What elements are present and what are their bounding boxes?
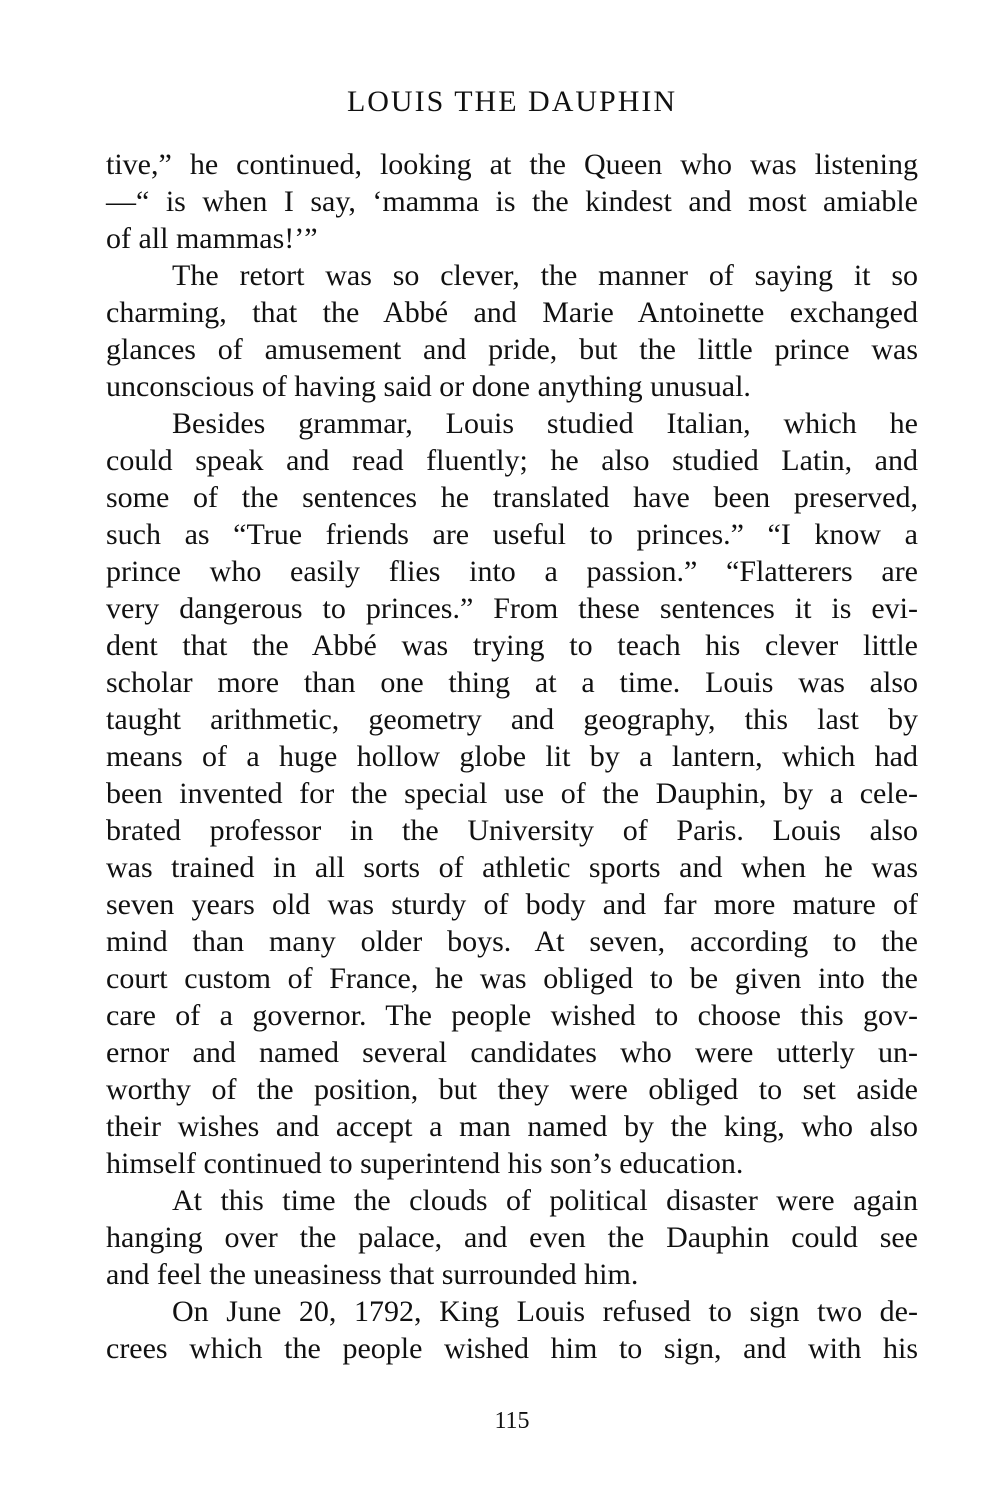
text-line: unconscious of having said or done anything unusual. <box>106 370 751 403</box>
text-line: —“ is when I say, ‘mamma is the kindest and most amiable <box>106 185 918 218</box>
text-line: some of the sentences he translated have been preserved, <box>106 481 918 514</box>
text-line: of all mammas!’” <box>106 222 318 255</box>
text-line: such as “True friends are useful to princes.” “I know a <box>106 518 918 551</box>
text-line: their wishes and accept a man named by the king, who also <box>106 1110 918 1143</box>
text-line: court custom of France, he was obliged to be given into the <box>106 962 918 995</box>
text-line: and feel the uneasiness that surrounded him. <box>106 1258 639 1291</box>
text-line: been invented for the special use of the Dauphin, by a cele- <box>106 777 918 810</box>
paragraph-3 <box>106 405 918 1182</box>
text-line: means of a huge hollow globe lit by a lantern, which had <box>106 740 918 773</box>
text-line: hanging over the palace, and even the Dauphin could see <box>106 1221 918 1254</box>
text-line: tive,” he continued, looking at the Queen who was listening <box>106 148 918 181</box>
text-line: On June 20, 1792, King Louis refused to sign two de- <box>172 1295 918 1328</box>
running-head: LOUIS THE DAUPHIN <box>346 85 678 118</box>
text-line: seven years old was sturdy of body and far more mature of <box>106 888 918 921</box>
paragraph-5 <box>106 1293 918 1367</box>
text-line: crees which the people wished him to sign, and with his <box>106 1332 918 1365</box>
paragraph-1 <box>106 146 918 257</box>
text-line: could speak and read fluently; he also studied Latin, and <box>106 444 918 477</box>
text-line: prince who easily flies into a passion.” “Flatterers are <box>106 555 918 588</box>
text-line: worthy of the position, but they were obliged to set aside <box>106 1073 918 1106</box>
text-line: dent that the Abbé was trying to teach his clever little <box>106 629 918 662</box>
text-line: The retort was so clever, the manner of saying it so <box>172 259 918 292</box>
text-line: glances of amusement and pride, but the little prince was <box>106 333 918 366</box>
text-line: scholar more than one thing at a time. Louis was also <box>106 666 918 699</box>
text-line: At this time the clouds of political disaster were again <box>172 1184 918 1217</box>
book-page <box>106 0 918 1505</box>
text-line: himself continued to superintend his son’s education. <box>106 1147 744 1180</box>
paragraph-2 <box>106 257 918 405</box>
text-line: mind than many older boys. At seven, according to the <box>106 925 918 958</box>
text-line: care of a governor. The people wished to choose this gov- <box>106 999 918 1032</box>
text-line: taught arithmetic, geometry and geography, this last by <box>106 703 918 736</box>
page-number: 115 <box>494 1408 530 1434</box>
paragraph-4 <box>106 1182 918 1293</box>
text-line: charming, that the Abbé and Marie Antoinette exchanged <box>106 296 918 329</box>
text-line: very dangerous to princes.” From these sentences it is evi- <box>106 592 918 625</box>
text-line: ernor and named several candidates who were utterly un- <box>106 1036 918 1069</box>
body-text <box>106 146 918 1367</box>
text-line: brated professor in the University of Paris. Louis also <box>106 814 918 847</box>
text-line: was trained in all sorts of athletic sports and when he was <box>106 851 918 884</box>
text-line: Besides grammar, Louis studied Italian, which he <box>172 407 918 440</box>
